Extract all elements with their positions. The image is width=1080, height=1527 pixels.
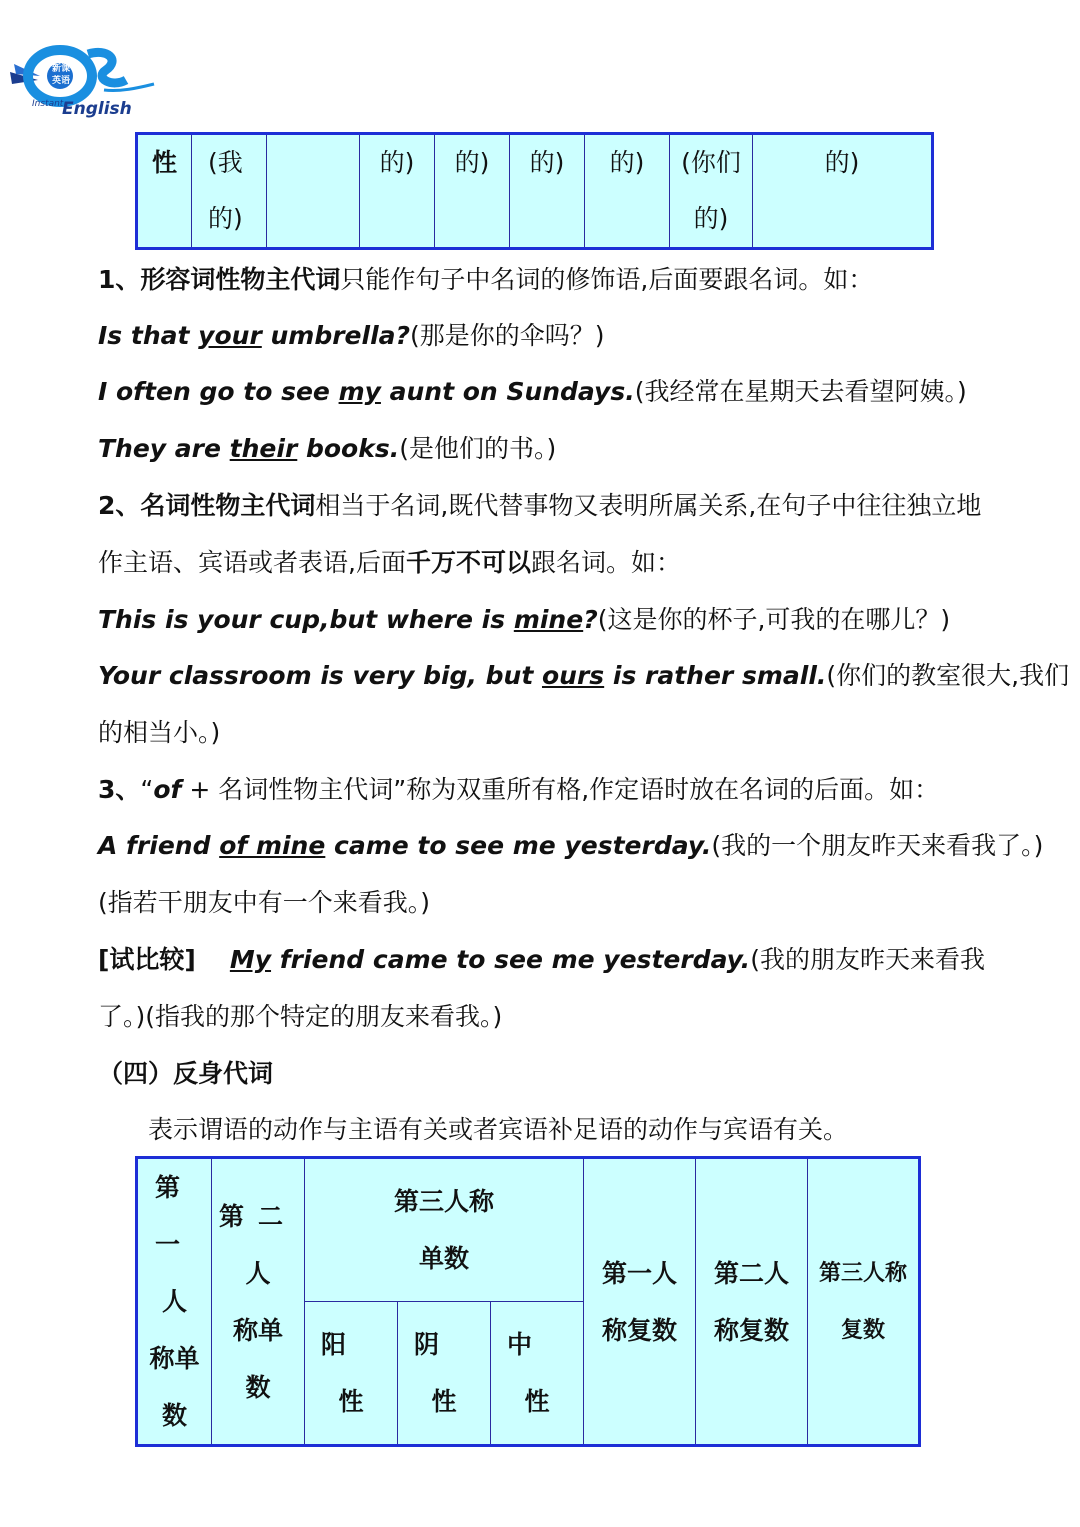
logo-badge-bottom: 英语 bbox=[52, 76, 71, 86]
table-cell: 的) bbox=[585, 134, 670, 249]
header-second-person-singular: 第二 人 称单 数 bbox=[212, 1158, 305, 1446]
example-translation-continuation: 的相当小。) bbox=[98, 718, 221, 747]
example-note: (指若干朋友中有一个来看我。) bbox=[98, 888, 431, 917]
example-line: Your classroom is very big, but ours is rather small.(你们的教室很大,我们 bbox=[98, 661, 1070, 690]
example-line: I often go to see my aunt on Sundays.(我经常在星期天去看望阿姨。) bbox=[98, 377, 967, 406]
row-label-gender: 性 bbox=[137, 134, 192, 249]
example-line: Is that your umbrella?(那是你的伞吗？) bbox=[98, 321, 605, 350]
header-second-person-plural: 第二人 称复数 bbox=[696, 1158, 808, 1446]
section-4-heading: （四）反身代词 bbox=[98, 1059, 274, 1088]
point-3-heading: 3、“of + 名词性物主代词”称为双重所有格,作定语时放在名词的后面。如： bbox=[98, 775, 940, 804]
os-english-logo bbox=[8, 44, 158, 124]
header-third-person-singular: 第三人称 单数 bbox=[305, 1158, 584, 1302]
point-1-heading: 1、形容词性物主代词只能作句子中名词的修饰语,后面要跟名词。如： bbox=[98, 265, 874, 294]
header-neuter: 中 性 bbox=[491, 1302, 584, 1446]
example-line: A friend of mine came to see me yesterday.(我的一个朋友昨天来看我了。) bbox=[98, 831, 1044, 860]
header-feminine: 阴 性 bbox=[398, 1302, 491, 1446]
example-line: This is your cup,but where is mine?(这是你的杯子,可我的在哪儿？) bbox=[98, 605, 951, 634]
table-cell: (我 的) bbox=[192, 134, 267, 249]
point-2-heading: 2、名词性物主代词相当于名词,既代替事物又表明所属关系,在句子中往往独立地 bbox=[98, 491, 982, 520]
header-masculine: 阳 性 bbox=[305, 1302, 398, 1446]
table-cell: 的) bbox=[360, 134, 435, 249]
logo-sub-text: Instant bbox=[32, 99, 64, 109]
header-first-person-plural: 第一人 称复数 bbox=[584, 1158, 696, 1446]
example-line: They are their books.(是他们的书。) bbox=[98, 434, 557, 463]
logo-brand-text: English bbox=[62, 99, 132, 119]
table-cell bbox=[267, 134, 360, 249]
logo-badge-top: 新课 bbox=[52, 64, 71, 74]
header-first-person-singular: 第一 人 称单 数 bbox=[137, 1158, 212, 1446]
table-cell: 的) bbox=[753, 134, 933, 249]
table-cell: 的) bbox=[510, 134, 585, 249]
comparison-note: 了。)(指我的那个特定的朋友来看我。) bbox=[98, 1002, 503, 1031]
comparison-line: [试比较] My friend came to see me yesterday.(我的朋友昨天来看我 bbox=[98, 945, 985, 974]
table-cell: 的) bbox=[435, 134, 510, 249]
pronoun-table-continued bbox=[135, 132, 934, 250]
section-4-description: 表示谓语的动作与主语有关或者宾语补足语的动作与宾语有关。 bbox=[148, 1115, 849, 1144]
point-2-continuation: 作主语、宾语或者表语,后面千万不可以跟名词。如： bbox=[98, 548, 681, 577]
table-cell: (你们 的) bbox=[670, 134, 753, 249]
reflexive-pronoun-table bbox=[135, 1156, 921, 1447]
header-third-person-plural: 第三人称 复数 bbox=[808, 1158, 920, 1446]
